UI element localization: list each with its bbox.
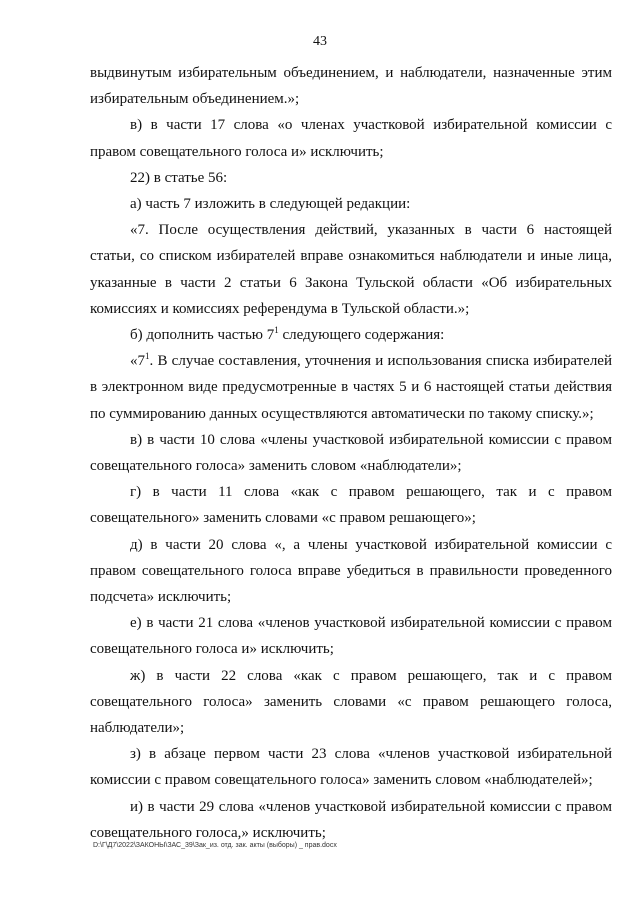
paragraph: з) в абзаце первом части 23 слова «членов участковой избирательной комиссии с правом совещательного голоса» заменить словом «наблюдателей»; — [90, 746, 612, 789]
paragraph — [90, 322, 612, 348]
paragraph: ж) в части 22 слова «как с правом решающего, так и с правом совещательного голоса» заменить словами «с правом решающего голоса, наблюдатели»; — [90, 667, 612, 737]
paragraph-text: «7 — [130, 353, 145, 370]
paragraph: г) в части 11 слова «как с правом решающего, так и с правом совещательного» заменить словами «с правом решающего»; — [90, 484, 612, 527]
document-body — [90, 60, 612, 846]
paragraph: в) в части 10 слова «члены участковой избирательной комиссии с правом совещательного голоса» заменить словом «наблюдатели»; — [90, 431, 612, 475]
paragraph: 22) в статье 56: — [130, 169, 228, 186]
paragraph: а) часть 7 изложить в следующей редакции: — [130, 196, 411, 213]
paragraph — [90, 348, 612, 427]
paragraph: выдвинутым избирательным объединением, и наблюдатели, назначенные этим избирательным объединением.»; — [90, 65, 612, 108]
paragraph-text: б) дополнить частью 7 — [130, 327, 275, 344]
paragraph-text: следующего содержания: — [278, 327, 445, 344]
superscript: 1 — [145, 351, 150, 362]
page-number: 43 — [313, 34, 327, 49]
paragraph-text: . В случае составления, уточнения и использования списка избирателей в электронном виде предусмотренные в частях 5 и 6 настоящей статьи действия по суммированию данных осуществляются автоматически по такому списку.»; — [90, 353, 612, 422]
paragraph: д) в части 20 слова «, а члены участковой избирательной комиссии с правом совещательного голоса вправе убедиться в правильности проведенного подсчета» исключить; — [90, 536, 612, 606]
paragraph: е) в части 21 слова «членов участковой избирательной комиссии с правом совещательного голоса и» исключить; — [90, 615, 612, 658]
superscript: 1 — [274, 325, 279, 336]
paragraph: в) в части 17 слова «о членах участковой избирательной комиссии с правом совещательного голоса и» исключить; — [90, 117, 612, 160]
paragraph: «7. После осуществления действий, указанных в части 6 настоящей статьи, со списком избирателей вправе ознакомиться наблюдатели и иные лица, указанные в части 2 статьи 6 Закона Тульской области «Об избирательных комиссиях и комиссиях референдума в Тульской области.»; — [90, 222, 612, 317]
paragraph: и) в части 29 слова «членов участковой избирательной комиссии с правом совещательного голоса,» исключить; — [90, 798, 612, 841]
footer-file-path: D:\Г\Д7\2022\ЗАКОНЫ\ЗАС_39\Зак_из. отд. зак. акты (выборы) _ прав.docx — [93, 842, 337, 849]
